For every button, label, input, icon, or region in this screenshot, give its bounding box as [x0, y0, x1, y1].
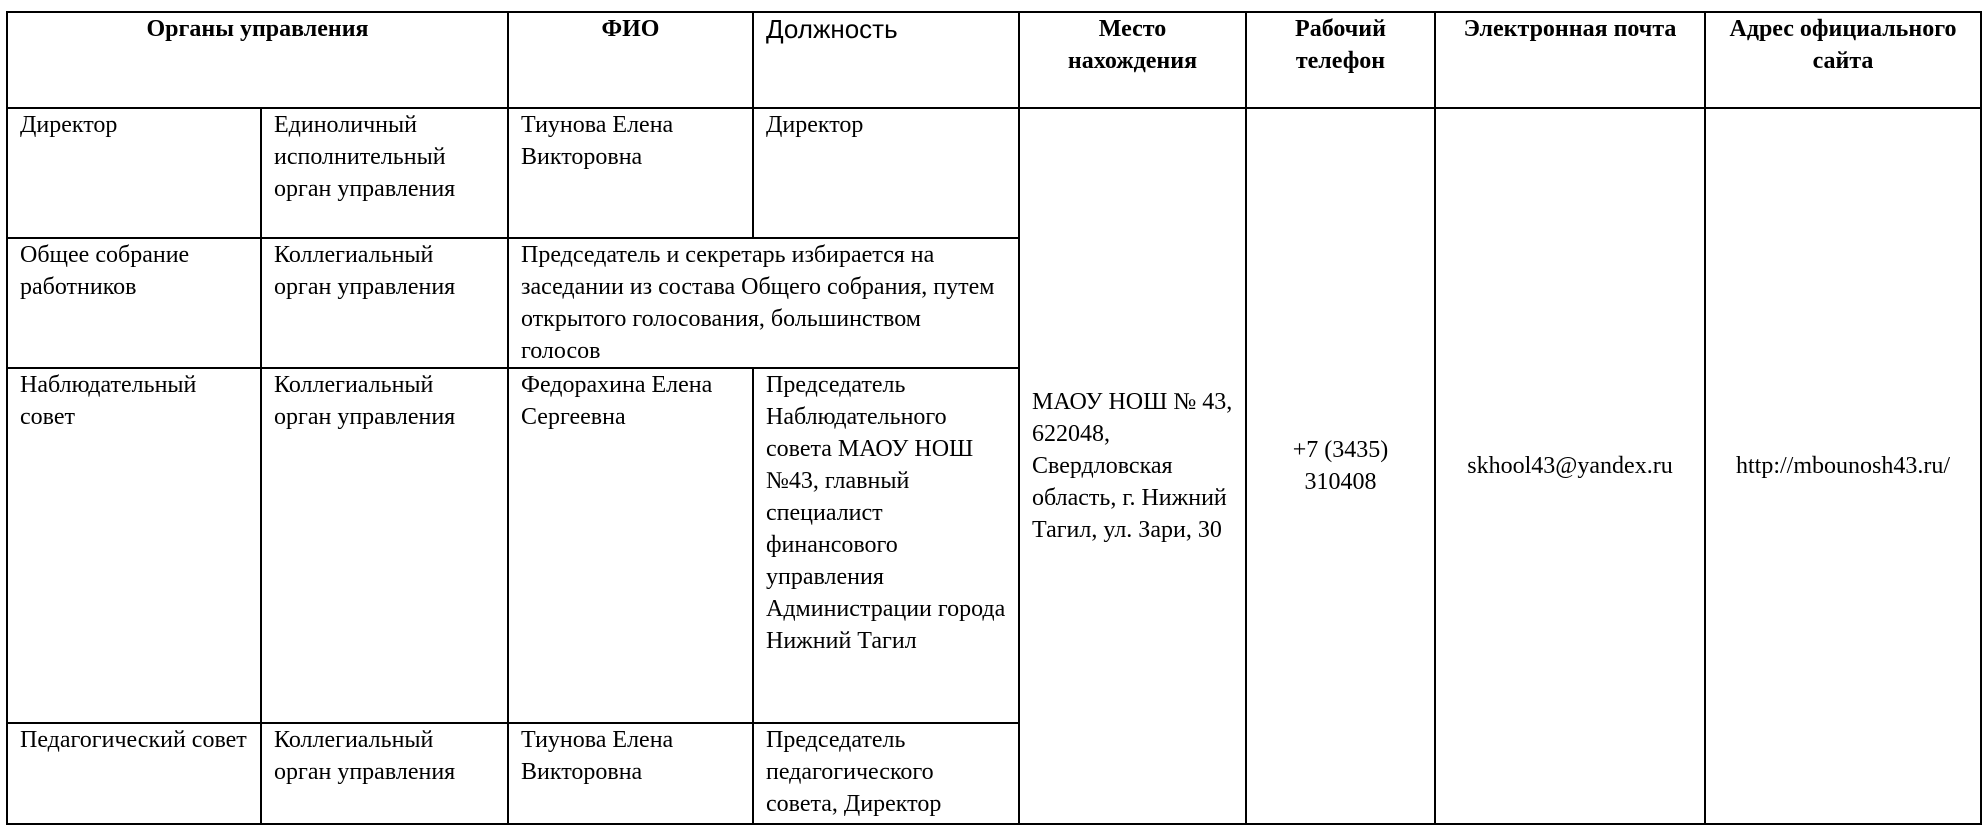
email-cell[interactable] [1435, 108, 1705, 824]
position-cell: Председатель Наблюдательного совета МАОУ НОШ №43, главный специалист финансового управления Администрации города Нижний Тагил [753, 368, 1019, 723]
phone-cell [1246, 108, 1435, 824]
organ-type-cell: Единоличный исполнительный орган управления [261, 108, 508, 238]
position-cell: Председатель педагогического совета, Директор [753, 723, 1019, 824]
header-location: Место нахождения [1019, 12, 1246, 108]
header-email: Электронная почта [1435, 12, 1705, 108]
header-organs: Органы управления [7, 12, 508, 108]
organ-name-cell: Педагогический совет [7, 723, 261, 824]
organ-name-cell: Директор [7, 108, 261, 238]
phone-text: +7 (3435) 310408 [1292, 437, 1389, 495]
location-text: МАОУ НОШ № 43, 622048, Свердловская область, г. Нижний Тагил, ул. Зари, 30 [1032, 389, 1233, 543]
organ-type-cell: Коллегиальный орган управления [261, 368, 508, 723]
header-fio: ФИО [508, 12, 753, 108]
organ-name-cell: Общее собрание работников [7, 238, 261, 368]
organ-type-cell: Коллегиальный орган управления [261, 723, 508, 824]
table-row [7, 108, 1981, 238]
organ-type-cell: Коллегиальный орган управления [261, 238, 508, 368]
header-phone: Рабочий телефон [1246, 12, 1435, 108]
location-cell [1019, 108, 1246, 824]
header-position: Должность [753, 12, 1019, 108]
position-cell: Директор [753, 108, 1019, 238]
fio-cell: Тиунова Елена Викторовна [508, 108, 753, 238]
governance-table [6, 11, 1982, 825]
fio-cell: Федорахина Елена Сергеевна [508, 368, 753, 723]
site-link[interactable]: http://mbounosh43.ru/ [1735, 453, 1950, 479]
site-cell[interactable] [1705, 108, 1981, 824]
fio-cell: Тиунова Елена Викторовна [508, 723, 753, 824]
election-note-cell: Председатель и секретарь избирается на заседании из состава Общего собрания, путем открытого голосования, большинством голосов [508, 238, 1019, 368]
header-row [7, 12, 1981, 108]
organ-name-cell: Наблюдательный совет [7, 368, 261, 723]
email-link[interactable]: skhool43@yandex.ru [1467, 453, 1673, 479]
header-site: Адрес официального сайта [1705, 12, 1981, 108]
